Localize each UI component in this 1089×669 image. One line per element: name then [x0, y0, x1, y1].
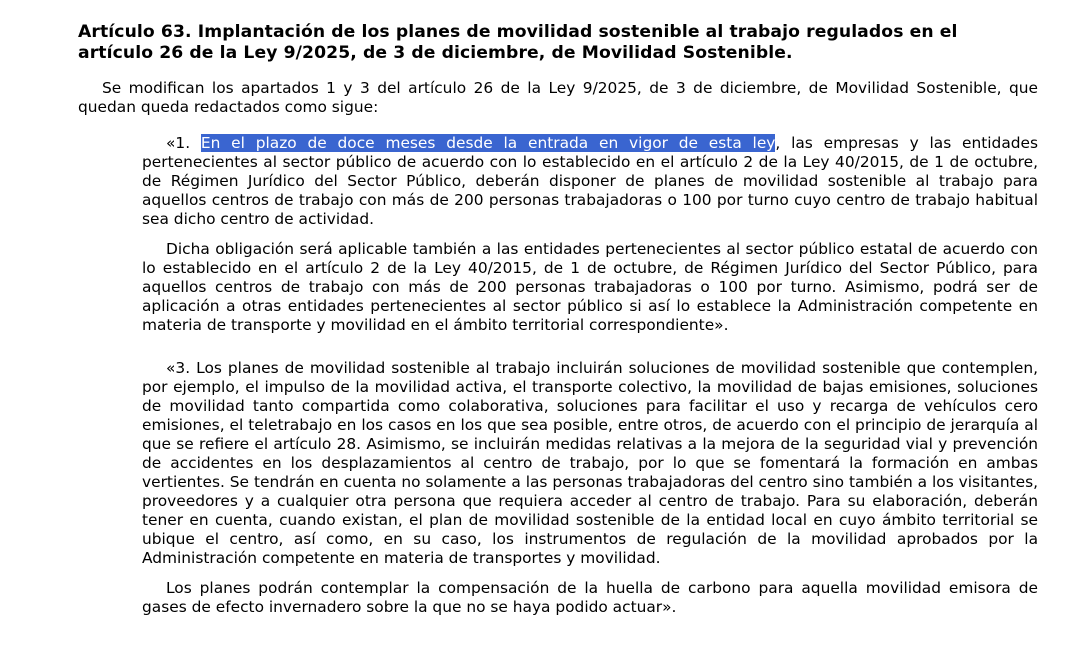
- document-body: [78, 22, 1038, 628]
- paragraph-1[interactable]: [142, 134, 1038, 229]
- selected-text-highlight[interactable]: En el plazo de doce meses desde la entrada en vigor de esta ley: [200, 134, 776, 152]
- paragraph-2[interactable]: Dicha obligación será aplicable también a las entidades pertenecientes al sector público estatal de acuerdo con lo establecido en el artículo 2 de la Ley 40/2015, de 1 de octubre, de Régimen Jurídico del Sector Público, para aquellos centros de trabajo con más de 200 personas trabajadoras o 100 por turno. Asimismo, podrá ser de aplicación a otras entidades pertenecientes al sector público si así lo establece la Administración competente en materia de transporte y movilidad en el ámbito territorial correspondiente».: [142, 240, 1038, 334]
- article-intro[interactable]: Se modifican los apartados 1 y 3 del artículo 26 de la Ley 9/2025, de 3 de diciembre, de Movilidad Sostenible, que quedan queda redactados como sigue:: [78, 79, 1038, 116]
- paragraph-4[interactable]: Los planes podrán contemplar la compensación de la huella de carbono para aquella movilidad emisora de gases de efecto invernadero sobre la que no se haya podido actuar».: [142, 579, 1038, 616]
- paragraph-1-rest: , las empresas y las entidades pertenecientes al sector público de acuerdo con lo establecido en el artículo 2 de la Ley 40/2015, de 1 de octubre, de Régimen Jurídico del Sector Público, deberán disponer de planes de movilidad sostenible al trabajo para aquellos centros de trabajo con más de 200 personas trabajadoras o 100 por turno cuyo centro de trabajo habitual sea dicho centro de actividad.: [142, 134, 1039, 228]
- paragraph-3[interactable]: «3. Los planes de movilidad sostenible al trabajo incluirán soluciones de movilidad sostenible que contemplen, por ejemplo, el impulso de la movilidad activa, el transporte colectivo, la movilidad de bajas emisiones, soluciones de movilidad tanto compartida como colaborativa, soluciones para facilitar el uso y recarga de vehículos cero emisiones, el teletrabajo en los casos en los que sea posible, entre otros, de acuerdo con el principio de jerarquía al que se refiere el artículo 28. Asimismo, se incluirán medidas relativas a la mejora de la seguridad vial y prevención de accidentes en los desplazamientos al centro de trabajo, por lo que se fomentará la formación en ambas vertientes. Se tendrán en cuenta no solamente a las personas trabajadoras del centro sino también a los visitantes, proveedores y a cualquier otra persona que requiera acceder al centro de trabajo. Para su elaboración, deberán tener en cuenta, cuando existan, el plan de movilidad sostenible de la entidad local en cuyo ámbito territorial se ubique el centro, así como, en su caso, los instrumentos de regulación de la movilidad aprobados por la Administración competente en materia de transportes y movilidad.: [142, 359, 1038, 567]
- quoted-text-block: [142, 134, 1038, 617]
- article-title: Artículo 63. Implantación de los planes de movilidad sostenible al trabajo regulados en el artículo 26 de la Ley 9/2025, de 3 de diciembre, de Movilidad Sostenible.: [78, 22, 958, 63]
- paragraph-1-prefix: «1.: [166, 134, 201, 152]
